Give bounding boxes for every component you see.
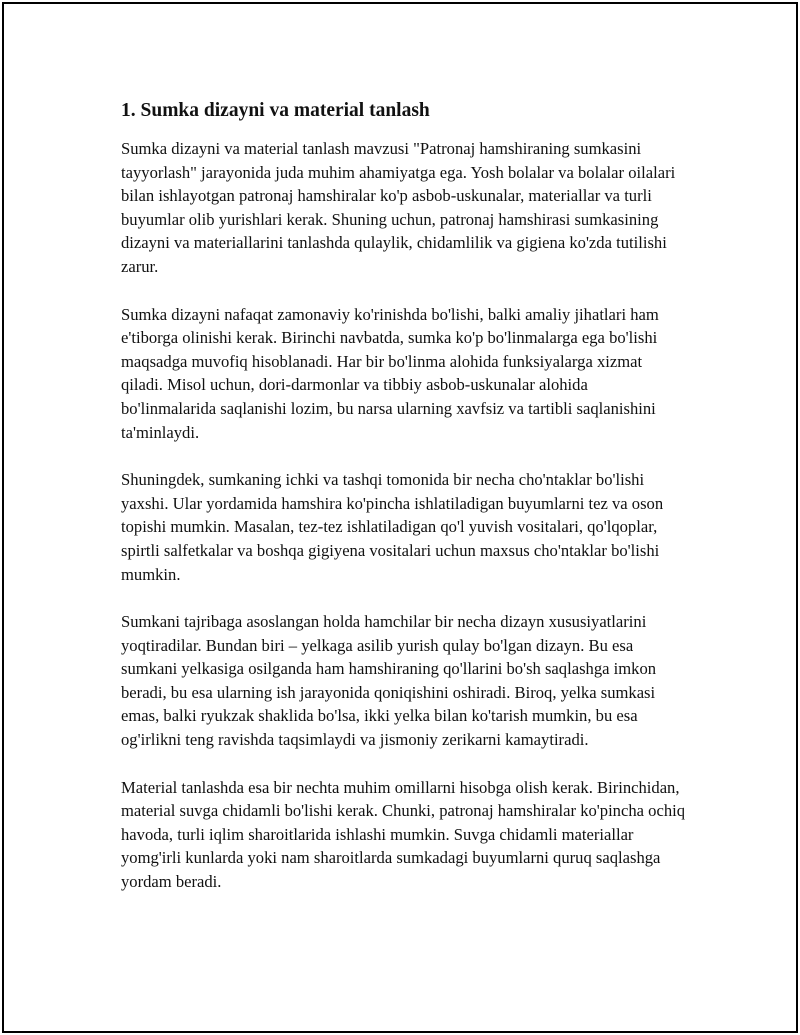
section-heading: 1. Sumka dizayni va material tanlash: [121, 100, 430, 121]
paragraph-1: Sumka dizayni va material tanlash mavzusi "Patronaj hamshiraning sumkasini tayyorlash" jarayonida juda muhim ahamiyatga ega. Yosh bolalar va bolalar oilalari bilan ishlayotgan patronaj hamshiralar ko'p asbob-uskunalar, materiallar va turli buyumlar olib yurishlari kerak. Shuning uchun, patronaj hamshirasi sumkasining dizayni va materiallarini tanlashda qulaylik, chidamlilik va gigiena ko'zda tutilishi zarur.: [121, 139, 676, 276]
paragraph-5: Material tanlashda esa bir nechta muhim omillarni hisobga olish kerak. Birinchidan, material suvga chidamli bo'lishi kerak. Chunki, patronaj hamshiralar ko'pincha ochiq havoda, turli iqlim sharoitlarida ishlashi mumkin. Suvga chidamli materiallar yomg'irli kunlarda yoki nam sharoitlarda sumkadagi buyumlarni quruq saqlashga yordam beradi.: [121, 777, 686, 892]
page-frame: [2, 2, 798, 1033]
paragraph-3: Shuningdek, sumkaning ichki va tashqi tomonida bir necha cho'ntaklar bo'lishi yaxshi. Ular yordamida hamshira ko'pincha ishlatiladigan buyumlarni tez va oson topishi mumkin. Masalan, tez-tez ishlatiladigan qo'l yuvish vositalari, qo'lqoplar, spirtli salfetkalar va boshqa gigiyena vositalari uchun maxsus cho'ntaklar bo'lishi mumkin.: [121, 470, 664, 584]
paragraph-2: Sumka dizayni nafaqat zamonaviy ko'rinishda bo'lishi, balki amaliy jihatlari ham e'tiborga olinishi kerak. Birinchi navbatda, sumka ko'p bo'linmalarga ega bo'lishi maqsadga muvofiq hisoblanadi. Har bir bo'linma alohida funksiyalarga xizmat qiladi. Misol uchun, dori-darmonlar va tibbiy asbob-uskunalar alohida bo'linmalarida saqlanishi lozim, bu narsa ularning xavfsiz va tartibli saqlanishini ta'minlaydi.: [121, 304, 659, 442]
paragraph-4: Sumkani tajribaga asoslangan holda hamchilar bir necha dizayn xususiyatlarini yoqtiradilar. Bundan biri – yelkaga asilib yurish qulay bo'lgan dizayn. Bu esa sumkani yelkasiga osilganda ham hamshiraning qo'llarini bo'sh saqlashga imkon beradi, bu esa ularning ish jarayonida qoniqishini oshiradi. Biroq, yelka sumkasi emas, balki ryukzak shaklida bo'lsa, ikki yelka bilan ko'tarish mumkin, bu esa og'irlikni teng ravishda taqsimlaydi va jismoniy zerikarni kamaytiradi.: [121, 612, 657, 750]
document-body: [121, 99, 687, 918]
